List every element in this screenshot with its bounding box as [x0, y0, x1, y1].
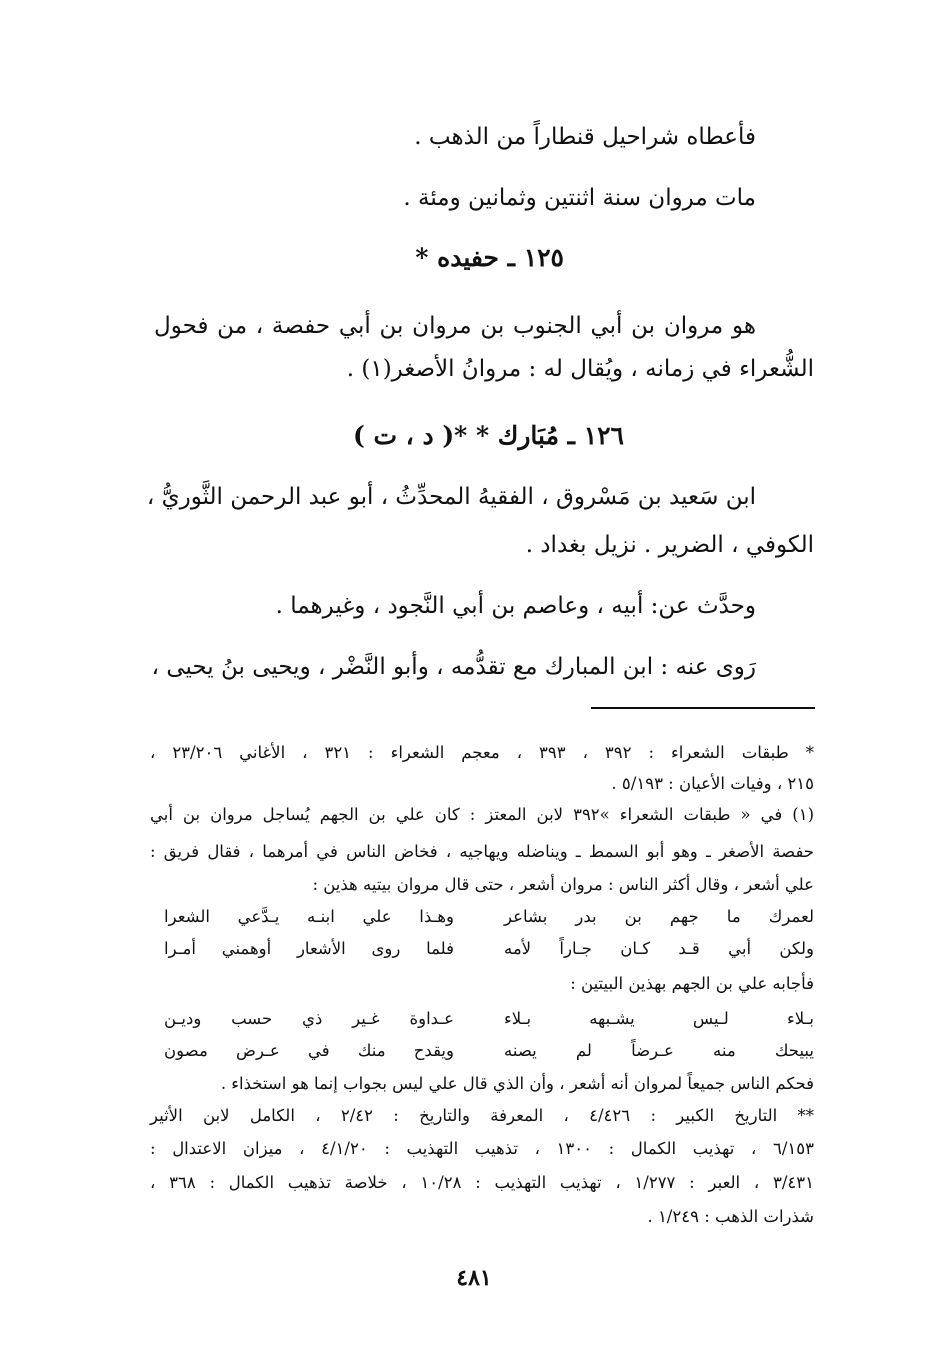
verse-2-hemistich-1: ولكن أبي قـد كـان جـاراً لأمه: [504, 939, 814, 958]
footnote-3-line-4: شذرات الذهب : ١/٢٤٩ .: [647, 1207, 814, 1226]
footnote-2-line-3: علي أشعر ، وقال أكثر الناس : مروان أشعر ، حتى قال مروان بيتيه هذين :: [312, 875, 814, 894]
footnote-1-line-1: * طبقات الشعراء : ٣٩٢ ، ٣٩٣ ، معجم الشعراء : ٣٢١ ، الأغاني ٢٣/٢٠٦ ،: [150, 743, 814, 762]
entry-126-heading: ١٢٦ ـ مُبَارك * *( د ، ت ): [352, 421, 624, 450]
page-number: ٤٨١: [456, 1265, 492, 1291]
entry-126-line-1: ابن سَعيد بن مَسْروق ، الفقيهُ المحدِّثُ ، أبو عبد الرحمن الثَّوريُّ ،: [146, 484, 756, 510]
verse-4-hemistich-2: ويقدح منك في عـرض مصون: [164, 1041, 454, 1060]
entry-126-line-3: وحدَّث عن: أبيه ، وعاصم بن أبي النَّجود ، وغيرهما .: [275, 593, 756, 619]
footnote-1-line-2: ٢١٥ ، وفيات الأعيان : ٥/١٩٣ .: [611, 774, 814, 793]
footnote-2-line-4: فأجابه علي بن الجهم بهذين البيتين :: [570, 974, 814, 993]
body-line-death: مات مروان سنة اثنتين وثمانين ومئة .: [403, 185, 756, 211]
verse-1-hemistich-1: لعمرك ما جهم بن بدر بشاعر: [504, 907, 814, 926]
entry-125-line-2: الشُّعراء في زمانه ، ويُقال له : مروانُ الأصغر(١) .: [346, 356, 814, 382]
entry-126-line-2: الكوفي ، الضرير . نزيل بغداد .: [525, 532, 814, 558]
verse-3-hemistich-1: بـلاء لـيس يشـبهه بـلاء: [504, 1009, 814, 1028]
verse-3-hemistich-2: عـداوة غـير ذي حسب وديـن: [164, 1009, 454, 1028]
verse-1-hemistich-2: وهـذا علي ابنـه يـدَّعي الشعرا: [164, 907, 454, 926]
verse-2-hemistich-2: فلما روى الأشعار أوهمني أمـرا: [164, 939, 454, 958]
entry-126-line-4: رَوى عنه : ابن المبارك مع تقدُّمه ، وأبو النَّضْر ، ويحيى بنُ يحيى ،: [151, 654, 756, 680]
verse-4-hemistich-1: يبيحك منه عـرضاً لم يصنه: [504, 1041, 814, 1060]
entry-125-heading: ١٢٥ ـ حفيده *: [415, 243, 564, 272]
footnote-2-line-1: (١) في « طبقات الشعراء »٣٩٢ لابن المعتز : كان علي بن الجهم يُساجل مروان بن أبي: [150, 805, 814, 824]
footnote-separator: [591, 707, 815, 709]
footnote-3-line-1: ** التاريخ الكبير : ٤/٤٢٦ ، المعرفة والتاريخ : ٢/٤٢ ، الكامل لابن الأثير: [150, 1106, 815, 1125]
body-line-gift: فأعطاه شراحيل قنطاراً من الذهب .: [414, 124, 756, 150]
footnote-3-line-2: ٦/١٥٣ ، تهذيب الكمال : ١٣٠٠ ، تذهيب التهذيب : ٤/١/٢٠ ، ميزان الاعتدال :: [150, 1139, 814, 1158]
footnote-3-line-3: ٣/٤٣١ ، العبر : ١/٢٧٧ ، تهذيب التهذيب : ١٠/٢٨ ، خلاصة تذهيب الكمال : ٣٦٨ ،: [150, 1173, 814, 1192]
footnote-2-line-2: حفصة الأصغر ـ وهو أبو السمط ـ ويناضله ويهاجيه ، فخاض الناس في أمرهما ، فقال فريق :: [150, 842, 814, 861]
footnote-2-line-5: فحكم الناس جميعاً لمروان أنه أشعر ، وأن الذي قال علي ليس بجواب إنما هو استخذاء .: [220, 1074, 814, 1093]
entry-125-line-1: هو مروان بن أبي الجنوب بن مروان بن أبي حفصة ، من فحول: [154, 313, 756, 339]
